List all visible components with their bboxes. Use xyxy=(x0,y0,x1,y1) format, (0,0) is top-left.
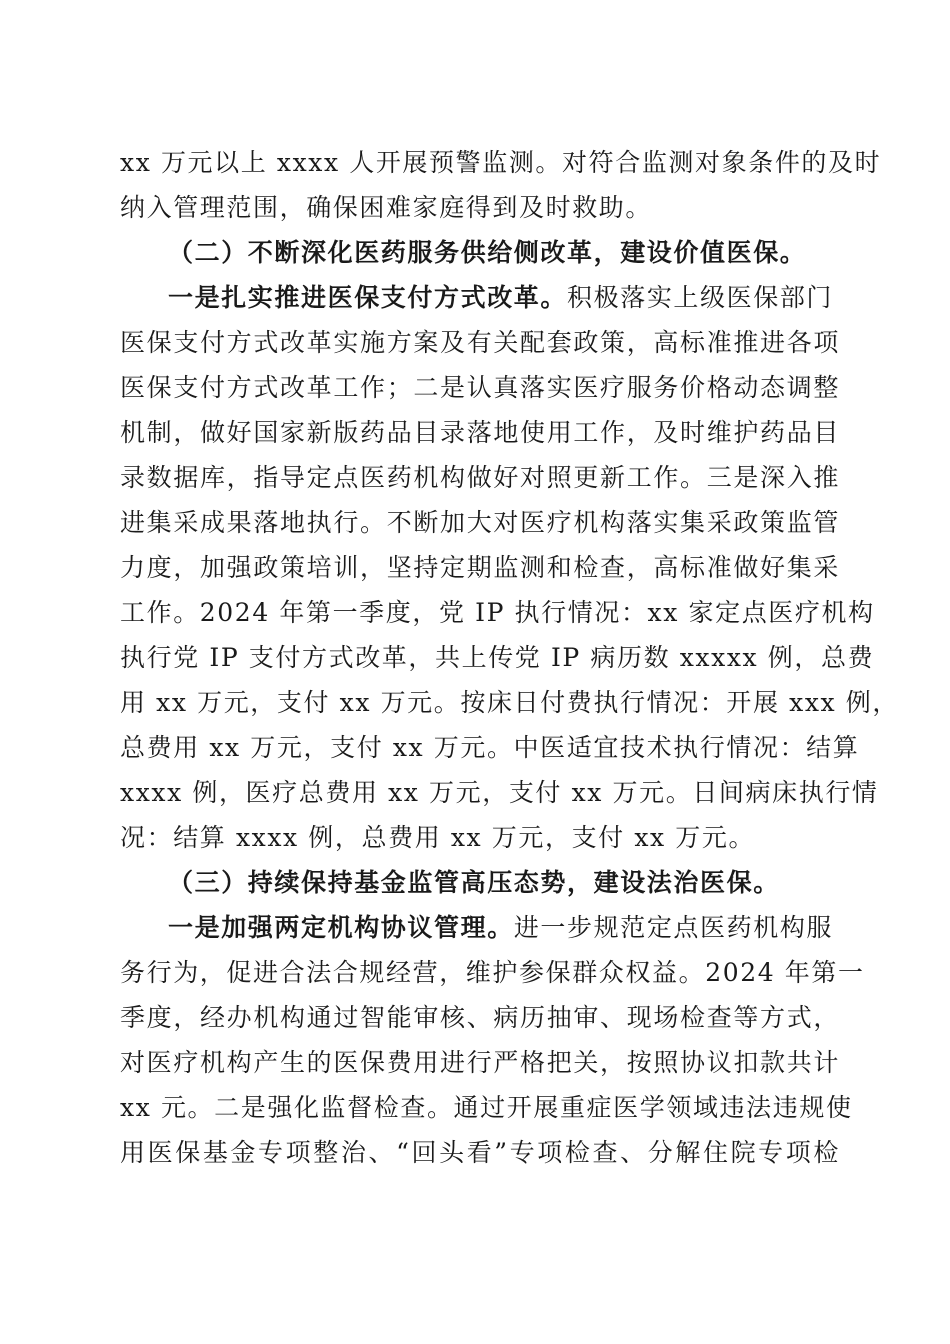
body-line: 对医疗机构产生的医保费用进行严格把关，按照协议扣款共计 xyxy=(120,1048,840,1077)
body-line: 工作。2024 年第一季度，党 IP 执行情况：xx 家定点医疗机构 xyxy=(120,598,875,627)
lead-sentence: 一是扎实推进医保支付方式改革。 xyxy=(168,283,568,312)
body-line: 总费用 xx 万元，支付 xx 万元。中医适宜技术执行情况：结算 xyxy=(120,733,860,762)
body-line: 用 xx 万元，支付 xx 万元。按床日付费执行情况：开展 xxx 例， xyxy=(120,688,899,717)
paragraph-first-line xyxy=(168,280,840,316)
body-line: 机制，做好国家新版药品目录落地使用工作，及时维护药品目 xyxy=(120,418,840,447)
body-line: 执行党 IP 支付方式改革，共上传党 IP 病历数 xxxxx 例，总费 xyxy=(120,643,875,672)
body-line: 季度，经办机构通过智能审核、病历抽审、现场检查等方式， xyxy=(120,1003,840,1032)
body-line: 纳入管理范围，确保困难家庭得到及时救助。 xyxy=(120,193,653,222)
section-heading-3: （三）持续保持基金监管高压态势，建设法治医保。 xyxy=(168,868,780,897)
body-line: 用医保基金专项整治、“回头看”专项检查、分解住院专项检 xyxy=(120,1138,840,1167)
body-line: xx 元。二是强化监督检查。通过开展重症医学领域违法违规使 xyxy=(120,1093,853,1122)
paragraph-first-line xyxy=(168,910,840,946)
body-line: 进集采成果落地执行。不断加大对医疗机构落实集采政策监管 xyxy=(120,508,840,537)
body-line: 力度，加强政策培训，坚持定期监测和检查，高标准做好集采 xyxy=(120,553,840,582)
body-line: 录数据库，指导定点医药机构做好对照更新工作。三是深入推 xyxy=(120,463,840,492)
lead-continuation: 进一步规范定点医药机构服 xyxy=(513,913,834,942)
lead-sentence: 一是加强两定机构协议管理。 xyxy=(168,913,514,942)
section-heading-2: （二）不断深化医药服务供给侧改革，建设价值医保。 xyxy=(168,238,807,267)
body-line: 况：结算 xxxx 例，总费用 xx 万元，支付 xx 万元。 xyxy=(120,823,756,852)
body-line: xx 万元以上 xxxx 人开展预警监测。对符合监测对象条件的及时 xyxy=(120,148,882,177)
lead-continuation: 积极落实上级医保部门 xyxy=(567,283,834,312)
body-line: 医保支付方式改革实施方案及有关配套政策，高标准推进各项 xyxy=(120,328,840,357)
body-line: 务行为，促进合法合规经营，维护参保群众权益。2024 年第一 xyxy=(120,958,865,987)
body-line: 医保支付方式改革工作；二是认真落实医疗服务价格动态调整 xyxy=(120,373,840,402)
body-line: xxxx 例，医疗总费用 xx 万元，支付 xx 万元。日间病床执行情 xyxy=(120,778,879,807)
